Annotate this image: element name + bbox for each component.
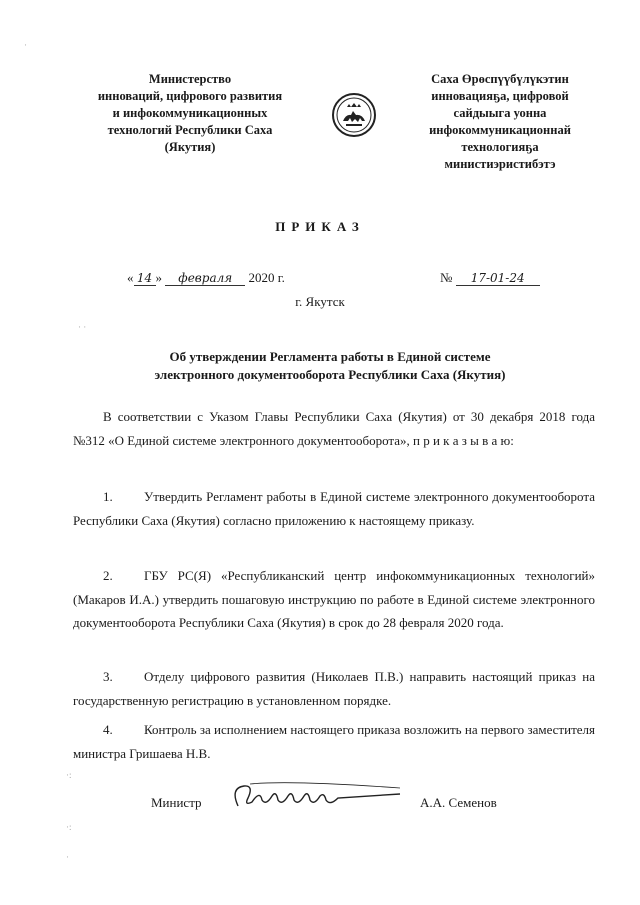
header-left-line: Министерство: [148, 72, 232, 86]
item-number: 3.: [103, 669, 113, 684]
item-text: Отделу цифрового развития (Николаев П.В.) направить настоящий приказ на государственную регистрацию в установленном порядке.: [73, 669, 595, 708]
scan-speck: ·: [66, 852, 69, 862]
signatory-role: Министр: [151, 795, 202, 810]
handwritten-signature: [210, 776, 410, 816]
header-right-line: сайдыыга уонна: [453, 106, 547, 120]
title-line: Об утверждении Регламента работы в Единой системе: [169, 349, 491, 364]
scan-speck: ·:: [66, 822, 72, 832]
header-left-line: (Якутия): [164, 140, 216, 154]
preamble: В соответствии с Указом Главы Республики Саха (Якутия) от 30 декабря 2018 года №312 «О Единой системе электронного документооборота», п р и к а з ы в а ю:: [73, 409, 595, 448]
number-label: №: [440, 270, 453, 285]
order-item: [73, 485, 595, 532]
order-item: [73, 718, 595, 765]
document-type-heading: ПРИКАЗ: [275, 219, 365, 234]
item-number: 2.: [103, 568, 113, 583]
scan-speck: · ·: [78, 322, 87, 332]
date-month: февраля: [165, 271, 245, 286]
order-item: [73, 665, 595, 712]
header-left-line: инноваций, цифрового развития: [97, 89, 283, 103]
number-value: 17-01-24: [456, 271, 540, 286]
header-right-line: министиэристибэтэ: [444, 157, 556, 171]
order-item: [73, 564, 595, 635]
coat-of-arms-emblem: [331, 92, 377, 138]
city: г. Якутск: [295, 294, 345, 309]
date-day: 14: [134, 271, 156, 286]
order-date: [127, 270, 285, 286]
header-right-line: Саха Өрөспүүбүлүкэтин: [431, 72, 569, 86]
scan-speck: ·: [24, 40, 27, 50]
item-text: Контроль за исполнением настоящего приказа возложить на первого заместителя министра Гришаева Н.В.: [73, 722, 595, 761]
date-year: 2020 г.: [248, 270, 285, 285]
ministry-name-russian: [60, 71, 320, 156]
signatory-name: А.А. Семенов: [420, 795, 497, 810]
order-number: [440, 270, 540, 286]
header-left-line: технологий Республики Саха: [107, 123, 273, 137]
ministry-name-yakut: [400, 71, 600, 173]
item-number: 1.: [103, 489, 113, 504]
header-right-line: инновацияҕа, цифровой: [431, 89, 569, 103]
date-close-quote: »: [155, 270, 162, 285]
scan-speck: ·:: [66, 770, 72, 780]
title-line: электронного документооборота Республики Саха (Якутия): [154, 367, 506, 382]
date-open-quote: «: [127, 270, 134, 285]
item-number: 4.: [103, 722, 113, 737]
item-text: ГБУ РС(Я) «Республиканский центр инфокоммуникационных технологий» (Макаров И.А.) утвердить пошаговую инструкцию по работе в Единой системе электронного документооборота Республики Саха (Якутия) в срок до 28 февраля 2020 года.: [73, 568, 595, 630]
item-text: Утвердить Регламент работы в Единой системе электронного документооборота Республики Саха (Якутия) согласно приложению к настоящему приказу.: [73, 489, 595, 528]
document-title: [60, 348, 600, 384]
header-right-line: инфокоммуникационнай: [429, 123, 571, 137]
header-right-line: технологияҕа: [461, 140, 539, 154]
header-left-line: и инфокоммуникационных: [112, 106, 268, 120]
